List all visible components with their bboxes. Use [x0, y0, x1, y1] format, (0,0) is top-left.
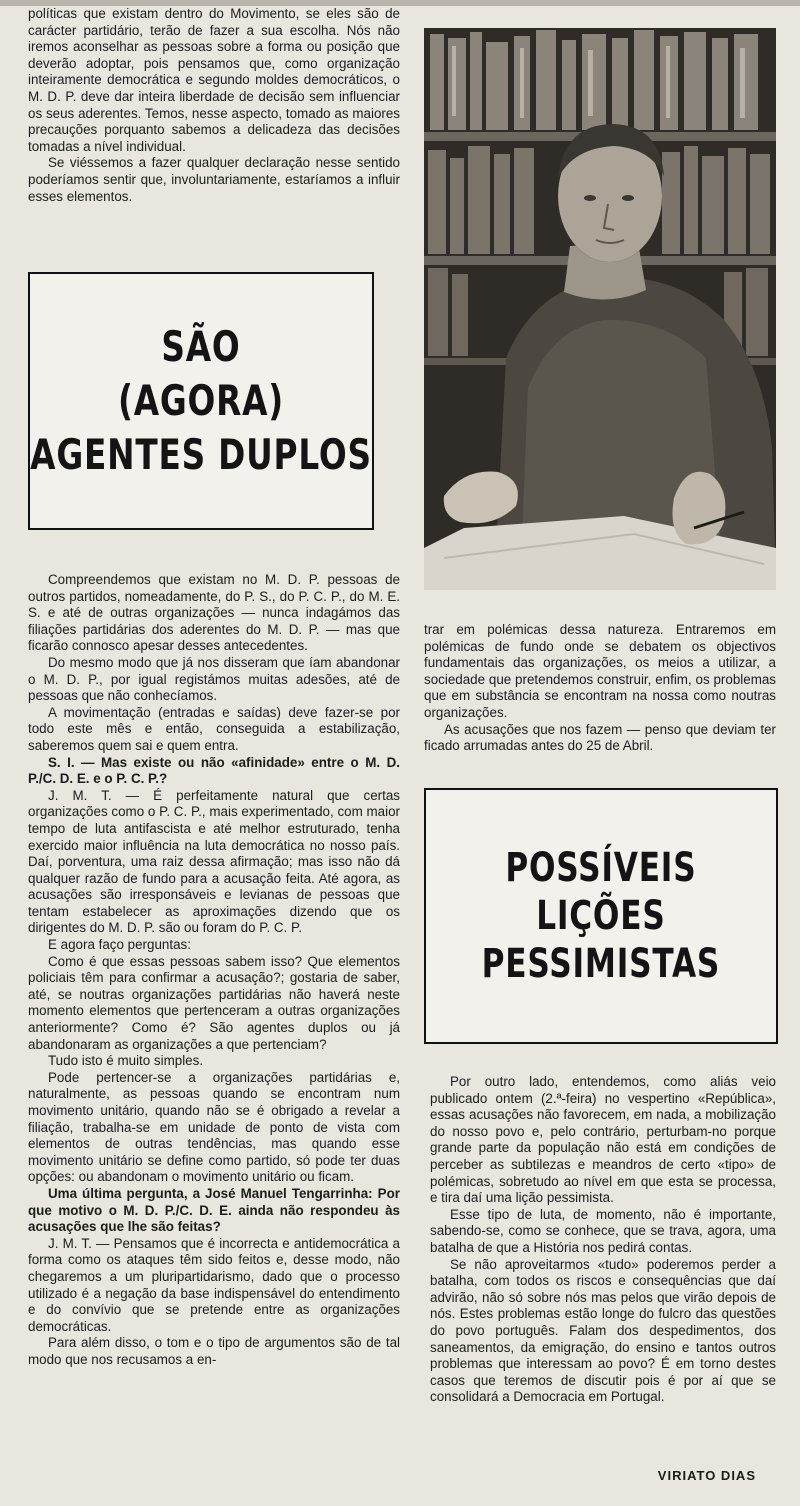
photo-man-with-bookshelf	[424, 28, 776, 590]
headline-line: POSSÍVEIS	[505, 845, 697, 891]
paragraph: Por outro lado, entendemos, como aliás veio publicado ontem (2.ª-feira) no vespertino «República», essas acusações não favorecem, em nada, a mobilização do nosso povo e, pelo contrário, perturbam-no porque grande parte da população não está em condições de perceber as subtilezas e meandros de certo «tipo» de polémicas, sobretudo ao nível em que esta se processa, e tira daí uma lição pessimista.	[430, 1074, 776, 1206]
text-column-right-mid	[424, 622, 776, 755]
paragraph: Pode pertencer-se a organizações partidárias e, naturalmente, as pessoas quando se encontram num movimento unitário, quando não se é obrigado a revelar a filiação, trabalha-se em unidade de ponto de vista com elementos de outras tendências, mas quando esse movimento unitário se define como partido, só pode ter duas opções: ou abandonam o movimento unitário ou ficam.	[28, 1069, 400, 1185]
text-column-left-main	[28, 572, 400, 1369]
paragraph: trar em polémicas dessa natureza. Entraremos em polémicas de fundo onde se debatem os objectivos fundamentais das organizações, os meios a utilizar, a sociedade que pretendemos construir, enfim, os problemas que em substância se encontram na nossa como noutras organizações.	[424, 622, 776, 720]
text-column-left-top	[28, 6, 400, 205]
headline-box-licoes-pessimistas	[424, 788, 778, 1044]
paragraph: J. M. T. — Pensamos que é incorrecta e antidemocrática a forma como os ataques têm sido feitos e, desse modo, não chegaremos a um pluripartidarismo, dado que o processo utilizado é a negação da base indispensável do entendimento e do convívio que se pretende entre as organizações democráticas.	[28, 1235, 400, 1334]
paragraph: J. M. T. — É perfeitamente natural que certas organizações como o P. C. P., mais experimentado, com maior tempo de luta antifascista e até melhor estruturado, tenha exercido maior influência na luta democrática no nosso país. Daí, porventura, uma raiz dessa afirmação; mas isso não dá qualquer razão de fundo para a acusação feita. Até agora, as acusações são irresponsáveis e levianas de pessoas que tentam estabelecer as aproximações dizendo que os dirigentes do M. D. P. são ou foram do P. C. P.	[28, 787, 400, 936]
paragraph: Como é que essas pessoas sabem isso? Que elementos policiais têm para confirmar a acusação?; gostaria de saber, até, se noutras organizações partidárias não haverá neste momento elementos que pertenceram a outras organizações anteriormente? Como é? São agentes duplos ou já abandonaram as organizações a que pertenciam?	[28, 953, 400, 1052]
headline-line: SÃO	[161, 322, 241, 371]
paragraph: As acusações que nos fazem — penso que deviam ter ficado arrumadas antes do 25 de Abril.	[424, 721, 776, 754]
paragraph: políticas que existam dentro do Movimento, se eles são de carácter partidário, terão de fazer a sua escolha. Nós não iremos aconselhar as pessoas sobre a forma ou posição que deverão adoptar, pois pensamos que, como organização inteiramente democrática e segundo moldes democráticos, o M. D. P. deve dar inteira liberdade de decisão sem influenciar os seus aderentes. Temos, nesse aspecto, tomado as maiores precauções porquanto sabemos a delicadeza das decisões tomadas a nível individual.	[28, 6, 400, 154]
headline-line: (AGORA)	[117, 376, 285, 425]
paragraph: Para além disso, o tom e o tipo de argumentos são de tal modo que nos recusamos a en-	[28, 1335, 400, 1367]
paragraph: Se não aproveitarmos «tudo» poderemos perder a batalha, com todos os riscos e consequências que daí advirão, não só sobre nós mas pelos que virão depois de nós. Estes problemas estão longe do fulcro das questões do povo português. Falam dos despedimentos, dos saneamentos, da emigração, do ensino e tantos outros problemas que interessam ao povo? É em torno destes casos que teremos de discutir pois é por aí que se consolidará a Democracia em Portugal.	[430, 1256, 776, 1405]
headline-line: LIÇÕES	[536, 893, 666, 939]
paragraph: Tudo isto é muito simples.	[48, 1053, 204, 1069]
paragraph: Se viéssemos a fazer qualquer declaração nesse sentido poderíamos sentir que, involuntariamente, estaríamos a influir esses elementos.	[28, 155, 400, 204]
headline-line: AGENTES DUPLOS	[30, 430, 372, 479]
interview-question: S. I. — Mas existe ou não «afinidade» entre o M. D. P./C. D. E. e o P. C. P.?	[28, 754, 400, 787]
text-column-right-bottom	[430, 1074, 776, 1406]
headline-line: PESSIMISTAS	[481, 941, 721, 987]
author-byline: VIRIATO DIAS	[657, 1468, 756, 1483]
interview-question: Uma última pergunta, a José Manuel Tengarrinha: Por que motivo o M. D. P./C. D. E. ainda não respondeu às acusações que lhe são feitas?	[28, 1185, 400, 1235]
paragraph: Compreendemos que existam no M. D. P. pessoas de outros partidos, nomeadamente, do P. S., do P. C. P., do M. E. S. e até de outras organizações — nunca indagámos das filiações partidárias dos aderentes do M. D. P. — mas que ficarão connosco apesar desses antecedentes.	[28, 572, 400, 654]
paragraph: E agora faço perguntas:	[48, 937, 191, 953]
paragraph: A movimentação (entradas e saídas) deve fazer-se por todo este mês e então, conseguida a estabilização, saberemos quem sai e quem entra.	[28, 704, 400, 753]
paragraph: Do mesmo modo que já nos disseram que íam abandonar o M. D. P., por igual registámos muitas adesões, até de pessoas que não conhecíamos.	[28, 654, 400, 704]
headline	[30, 320, 372, 482]
headline	[482, 844, 721, 988]
headline-box-agentes-duplos	[28, 272, 374, 530]
paragraph: Esse tipo de luta, de momento, não é importante, sabendo-se, como se conhece, que se trava, agora, uma batalha de que a História nos pedirá contas.	[430, 1206, 776, 1255]
